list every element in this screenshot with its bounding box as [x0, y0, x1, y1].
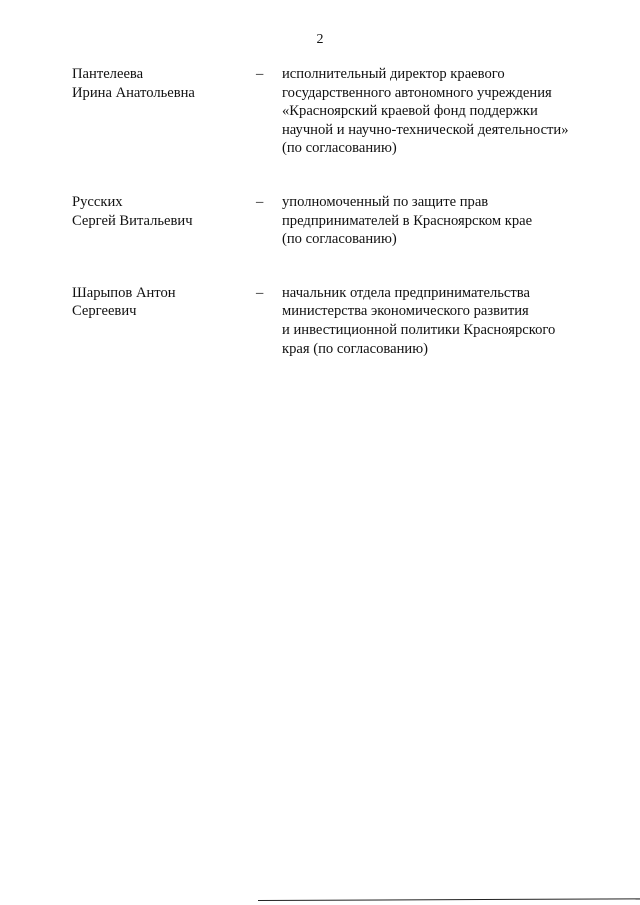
member-name-line: Шарыпов Антон [72, 284, 176, 301]
member-position-line: предпринимателей в Красноярском крае [282, 212, 533, 229]
member-position-line: государственного автономного учреждения [282, 84, 552, 101]
member-position-line: научной и научно-технической деятельности» [282, 121, 569, 138]
member-position-line: начальник отдела предпринимательства [282, 284, 530, 301]
separator-dash: – [256, 284, 264, 301]
member-entry [72, 65, 612, 158]
member-name-line: Сергеевич [72, 303, 137, 320]
member-name-line: Пантелеева [72, 66, 144, 82]
member-position [282, 284, 612, 358]
member-position-line: (по согласованию) [282, 231, 397, 248]
member-entry [72, 193, 612, 249]
member-position-line: уполномоченный по защите прав [282, 193, 489, 210]
member-position-line: и инвестиционной политики Красноярского [282, 321, 556, 338]
separator-dash: – [256, 66, 264, 82]
page-number: 2 [316, 32, 324, 47]
member-position [282, 193, 612, 249]
member-list [72, 65, 612, 358]
member-entry [72, 284, 612, 358]
member-position [282, 65, 612, 158]
member-name-line: Ирина Анатольевна [72, 84, 195, 101]
member-name-line: Сергей Витальевич [72, 212, 193, 229]
member-name [72, 65, 242, 102]
member-position-line: края (по согласованию) [282, 340, 428, 357]
member-name [72, 193, 242, 230]
member-name-line: Русских [72, 193, 123, 210]
member-position-line: (по согласованию) [282, 140, 397, 157]
member-position-line: министерства экономического развития [282, 303, 529, 320]
separator-dash: – [256, 193, 264, 210]
member-position-line: «Красноярский краевой фонд поддержки [282, 103, 538, 120]
bottom-divider [258, 898, 640, 901]
member-position-line: исполнительный директор краевого [282, 66, 505, 82]
member-name [72, 284, 242, 321]
